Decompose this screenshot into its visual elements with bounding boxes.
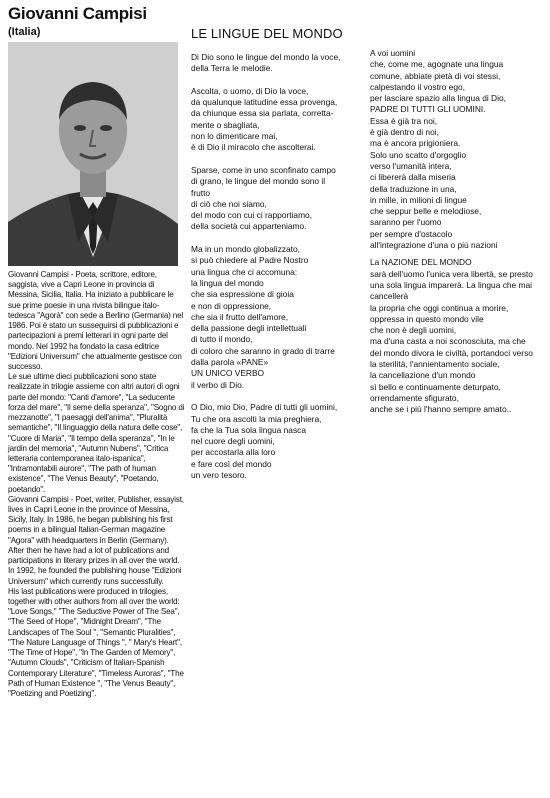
poem-line: Sparse, come in uno sconfinato campo: [191, 164, 336, 175]
poem-line: orrendamente sfigurato,: [370, 392, 459, 403]
poem-line: oppressa in questo mondo vile: [370, 313, 484, 324]
poem-line: all'integrazione d'una o più nazioni: [370, 240, 498, 251]
author-photo: [8, 42, 178, 266]
poem-column-right: [370, 48, 548, 416]
poem-line: mente o sbagliata,: [191, 119, 260, 130]
poem-line: ci libererà dalla miseria: [370, 172, 456, 183]
poem-line: Ma in un mondo globalizzato,: [191, 244, 300, 255]
poem-line: La NAZIONE DEL MONDO: [370, 257, 472, 268]
poem-line: della passione degli intellettuali: [191, 323, 307, 334]
poem-line: di tutto il mondo,: [191, 334, 253, 345]
poem-line: nel cuore degli uomini,: [191, 436, 275, 447]
poem-line: e non di oppressione,: [191, 300, 272, 311]
poem-line: saranno per l'uomo: [370, 217, 442, 228]
poem-line: PADRE DI TUTTI GLI UOMINI.: [370, 104, 486, 115]
author-country: (Italia): [8, 26, 41, 38]
poem-stanza: [370, 257, 548, 415]
poem-line: frutto: [191, 187, 211, 198]
poem-stanza: [191, 52, 369, 75]
poem-line: e fare così del mondo: [191, 458, 272, 469]
poem-stanza: [191, 165, 369, 233]
poem-line: calpestando il vostro ego,: [370, 81, 465, 92]
poem-line: la propria che oggi continua a morire,: [370, 302, 509, 313]
poem-line: un vero tesoro.: [191, 469, 247, 480]
poem-line: per lasciare spazio alla lingua di Dio,: [370, 93, 506, 104]
poem-line: dalla parola «PANE»: [191, 357, 269, 368]
poem-line: sarà dell'uomo l'unica vera libertà, se presto: [370, 268, 533, 279]
poem-line: una sola lingua imparerà. La lingua che mai: [370, 279, 533, 290]
poem-line: A voi uomini: [370, 48, 416, 58]
poem-line: la sterilità, l'annientamento sociale,: [370, 359, 500, 370]
poem-line: è di Dio il miracolo che ascolterai.: [191, 142, 316, 153]
poem-line: Ascolta, o uomo, di Dio la voce,: [191, 85, 309, 96]
poem-line: verso l'umanità intera,: [370, 160, 452, 171]
poem-line: che sia il frutto dell'amore,: [191, 311, 289, 322]
poem-line: Essa è già tra noi,: [370, 115, 438, 126]
poem-line: cancellerà: [370, 291, 409, 302]
poem-line: sì bello e continuamente deturpato,: [370, 381, 501, 392]
poem-line: in mille, in milioni di lingue: [370, 194, 467, 205]
poem-line: di coloro che saranno in grado di trarre: [191, 345, 335, 356]
poem-line: della società cui apparteniamo.: [191, 221, 307, 232]
poem-line: la cancellazione d'un mondo: [370, 370, 476, 381]
poem-line: il verbo di Dio.: [191, 379, 245, 390]
poem-line: della traduzione in una,: [370, 183, 457, 194]
bio-paragraph-it-publications: Le sue ultime dieci pubblicazioni sono state realizzate in trilogie assieme con altri autori di ogni parte del mondo: "Canti d'amore", "La seducente forza del mare", "Il seme della speranza", "Sogno di mezzanotte", "I paesaggi dell'anima", "Pluralità semantiche", "Il linguaggio della natura delle cose", "Cuore di Maria", "Il tempo della speranza", "In le jardin del memoria", "Autumn Nubens", "Critica letteraria contemporanea italo-ispanica", "Intramontabili aurore", "The path of human existence", "The Venus Beauty", "Poetando, poetando".: [8, 372, 185, 494]
poem-line: che seppur belle e melodiose,: [370, 206, 482, 217]
poem-line: fa che la Tua sola lingua nasca: [191, 424, 307, 435]
poem-stanza: [191, 244, 369, 391]
poem-line: di grano, le lingue del mondo sono il: [191, 176, 326, 187]
poem-line: di ciò che noi siamo,: [191, 198, 267, 209]
poem-line: si può chiedere al Padre Nostro: [191, 255, 309, 266]
poem-line: della Terra le melodie.: [191, 63, 273, 74]
bio-paragraph-it: Giovanni Campisi - Poeta, scrittore, editore, saggista, vive a Capri Leone in provincia di Messina, Sicilia, Italia. Ha iniziato a pubblicare le sue prime poesie in una rivista bilingue italo-tedesca "Agorà" con sede a Berlino (Germania) nel 1986. Poi è stato un susseguirsi di pubblicazioni e partecipazioni a premi letterari in ogni parte del mondo. Nel 1992 ha fondato la casa editrice "Edizioni Universum" che attualmente gestisce con successo.: [8, 270, 184, 371]
poem-title: LE LINGUE DEL MONDO: [191, 26, 343, 41]
poem-line: ma è ancora prigioniera.: [370, 138, 461, 149]
poem-line: comune, abbiate pietà di voi stessi,: [370, 70, 501, 81]
poem-line: ma d'una casta a noi sconosciuta, ma che: [370, 336, 526, 347]
poem-line: Di Dio sono le lingue del mondo la voce,: [191, 52, 341, 62]
bio-paragraph-en-publications: His last publications were produced in trilogies, together with other authors from all over the world: "Love Songs," "The Seductive Power of The Sea", "The Seed of Hope", "Midnight Dream", "The Landscapes of The Soul ", "Semantic Pluralities", "The Nature Language of Things ", " Mary's Heart", "The Time of Hope", "In The Garden of Memory", "Autumn Clouds", "Criticism of Italian-Spanish Contemporary Literature", "Timeless Auroras", "The Path of Human Existence ", "The Venus Beauty", "Poetizing and Poetizing".: [8, 586, 184, 698]
author-name: Giovanni Campisi: [8, 4, 147, 23]
poem-line: Solo uno scatto d'orgoglio: [370, 149, 467, 160]
poem-line: da qualunque latitudine essa provenga,: [191, 97, 338, 108]
poem-stanza: [370, 48, 548, 251]
poem-line: Tu che ora ascolti la mia preghiera,: [191, 413, 322, 424]
author-bio: [8, 270, 186, 699]
poem-line: per accostarla alla loro: [191, 447, 276, 458]
poem-line: O Dio, mio Dio, Padre di tutti gli uomini,: [191, 402, 338, 413]
poem-stanza: [191, 402, 369, 481]
bio-paragraph-en: Giovanni Campisi - Poet, writer, Publisher, essayist, lives in Capri Leone in the province of Messina, Sicily, Italy. In 1986, he began publishing his first poems in a bilingual Italian-German magazine "Agora" with headquarters in Berlin (Germany). After then he have had a lot of publications and participations in literary prizes in all over the world. In 1992, he founded the publishing house "Edizioni Universum" which currently runs successfully.: [8, 494, 184, 586]
poem-line: per sempre d'ostacolo: [370, 228, 453, 239]
poem-line: da chiunque essa sia parlata, corretta-: [191, 108, 334, 119]
poem-line: che non è degli uomini,: [370, 325, 457, 336]
poem-line: è già dentro di noi,: [370, 127, 439, 138]
poem-line: UN UNICO VERBO: [191, 368, 265, 379]
poem-line: del mondo divora le civiltà, portandoci verso: [370, 347, 533, 358]
poem-stanza: [191, 86, 369, 154]
poem-line: non lo dimenticare mai,: [191, 131, 278, 142]
poem-line: anche se i più l'hanno sempre amato..: [370, 404, 512, 415]
poem-line: una lingua che ci accomuna:: [191, 266, 298, 277]
poem-line: che, come me, agognate una lingua: [370, 59, 504, 70]
poem-line: del modo con cui ci rapportiamo,: [191, 210, 313, 221]
poem-line: che sia espressione di gioia: [191, 289, 294, 300]
poem-column-left: [191, 52, 369, 493]
poem-line: la lingua del mondo: [191, 277, 264, 288]
